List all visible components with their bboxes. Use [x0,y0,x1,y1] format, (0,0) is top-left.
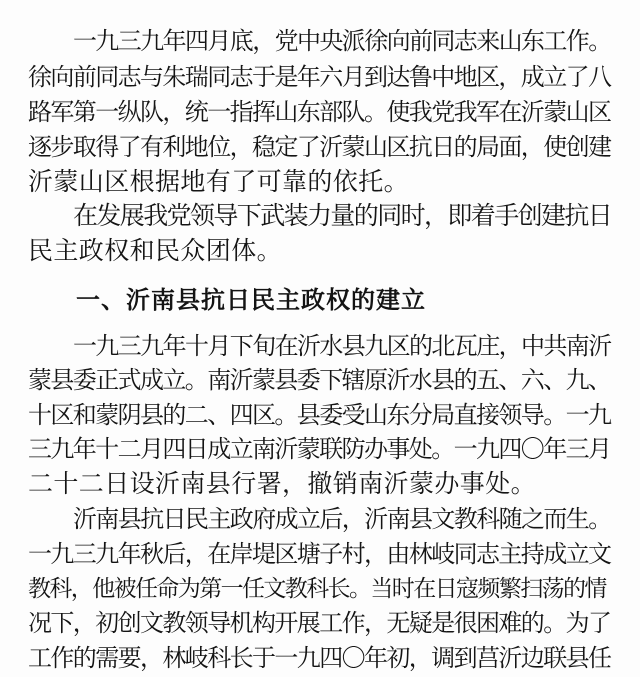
para4-line-4: 况下，初创文教领导机构开展工作，无疑是很困难的。为了 [28,609,611,637]
para1-line-1: 一九三九年四月底，党中央派徐向前同志来山东工作。 [73,27,611,55]
para1-line-5: 沂蒙山区根据地有了可靠的依托。 [28,167,410,196]
para3-line-2: 蒙县委正式成立。南沂蒙县委下辖原沂水县的五、六、九、 [28,366,611,394]
para1-line-3: 路军第一纵队，统一指挥山东部队。使我党我军在沂蒙山区 [28,98,611,126]
para3-line-1: 一九三九年十月下旬在沂水县九区的北瓦庄，中共南沂 [73,332,611,360]
para1-line-2: 徐向前同志与朱瑞同志于是年六月到达鲁中地区，成立了八 [28,63,611,91]
para4-line-3: 教科，他被任命为第一任文教科长。当时在日寇频繁扫荡的情 [28,576,606,602]
para1-line-4: 逐步取得了有利地位，稳定了沂蒙山区抗日的局面，使创建 [28,133,611,161]
para3-line-3: 十区和蒙阴县的二、四区。县委受山东分局直接领导。一九 [28,401,611,429]
para3-line-4: 三九年十二月四日成立南沂蒙联防办事处。一九四〇年三月 [28,435,611,463]
para4-line-1: 沂南县抗日民主政府成立后，沂南县文教科随之而生。 [73,505,611,533]
para4-line-2: 一九三九年秋后，在岸堤区塘子村，由林岐同志主持成立文 [28,540,611,568]
section-heading: 一、沂南县抗日民主政权的建立 [76,286,426,314]
para4-line-5: 工作的需要，林岐科长于一九四〇年初，调到莒沂边联县任 [28,644,611,672]
para2-line-1: 在发展我党领导下武装力量的同时，即着手创建抗日 [73,201,612,230]
para2-line-2: 民主政权和民众团体。 [28,236,283,265]
para3-line-5: 二十二日设沂南县行署，撤销南沂蒙办事处。 [28,469,537,498]
